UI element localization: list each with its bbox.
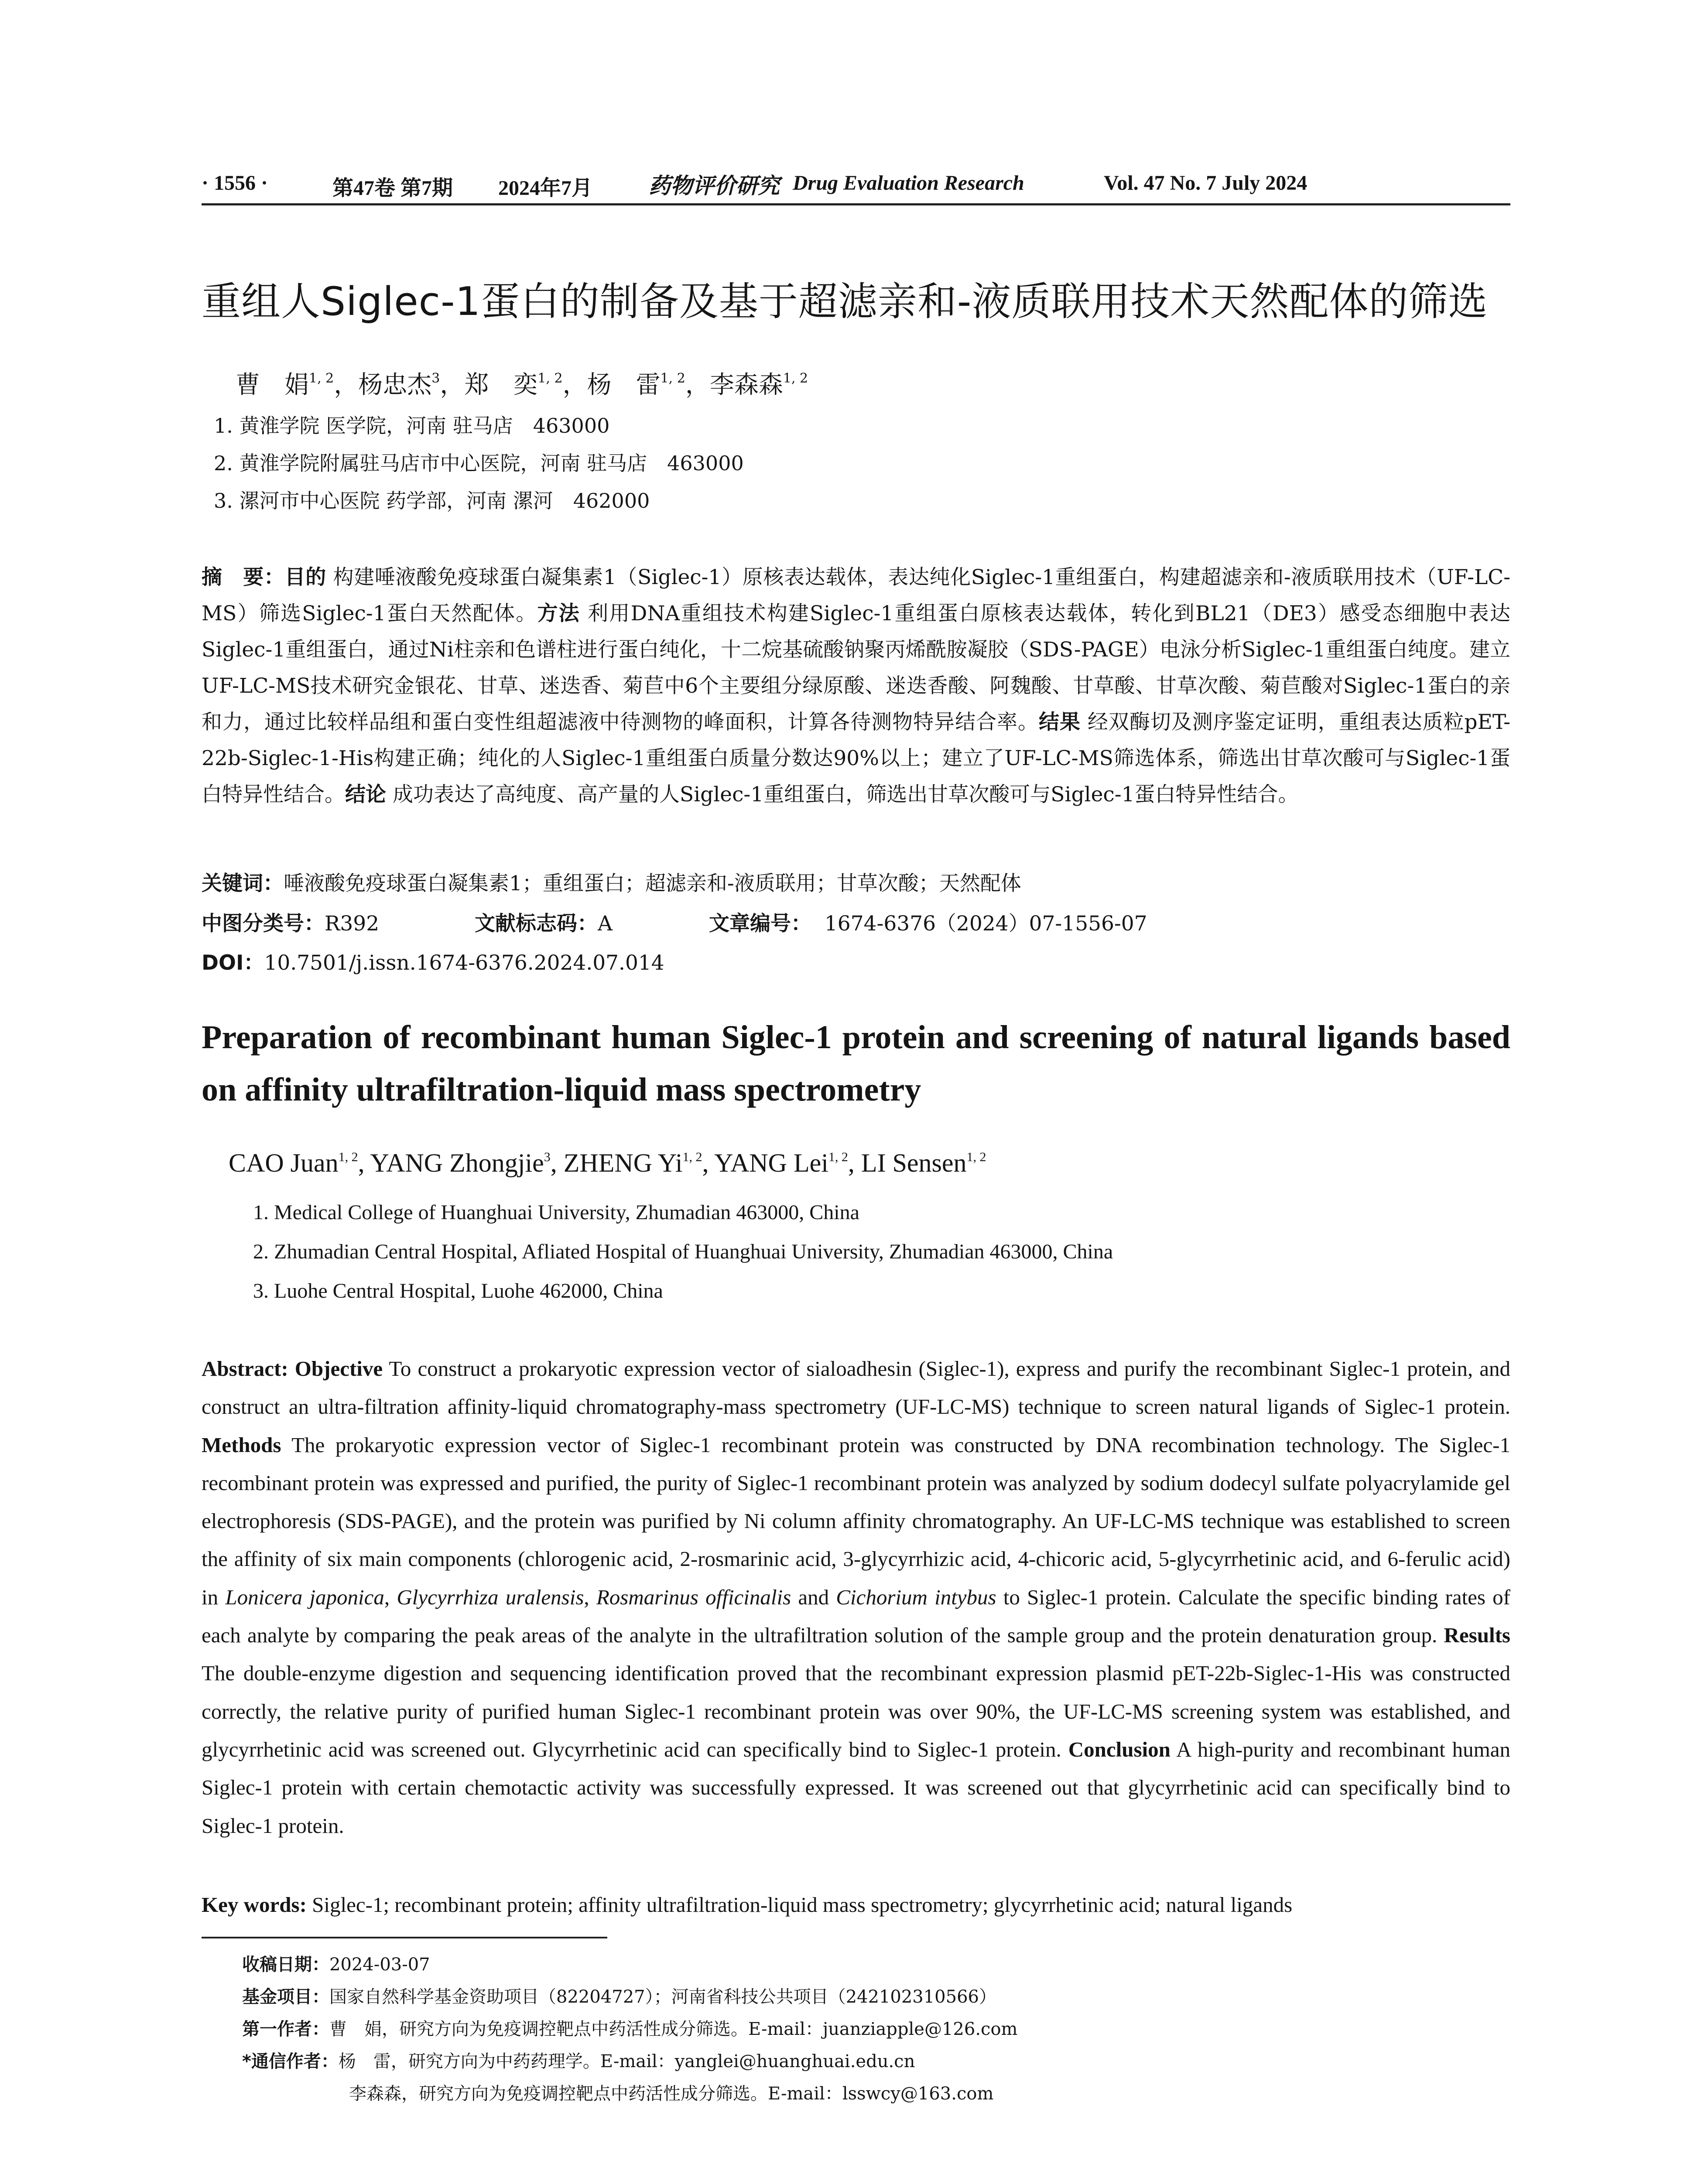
author-name: ZHENG Yi: [563, 1149, 683, 1177]
author-affiliation-mark: 1, 2: [338, 1150, 358, 1164]
article-no-value: 1674-6376（2024）07-1556-07: [824, 912, 1147, 936]
author-name: 李森森: [709, 371, 783, 399]
affiliation-en-3: 3. Luohe Central Hospital, Luohe 462000, China: [253, 1279, 663, 1302]
author-affiliation-mark: 1, 2: [537, 371, 563, 386]
abstract-en-label: Abstract:: [202, 1357, 288, 1381]
document-code: [475, 907, 613, 937]
author-affiliation-mark: 3: [544, 1150, 551, 1164]
author-affiliation-mark: 1, 2: [783, 371, 808, 386]
keywords-en: [202, 1892, 1292, 1917]
methods-en-text-cont: to Siglec-1 protein. Calculate the specific binding rates of each analyte by comparing the peak areas of the analyte in the ultrafiltration solution of the sample group and the protein denaturation group.: [202, 1585, 1511, 1648]
keywords-en-text: Siglec-1; recombinant protein; affinity ultrafiltration-liquid mass spectrometry; glycyrrhetinic acid; natural ligands: [312, 1893, 1293, 1917]
methods-label: 方法: [537, 602, 580, 626]
results-en-text: The double-enzyme digestion and sequencing identification proved that the recombinant expression plasmid pET-22b-Siglec-1-His was constructed correctly, the relative purity of purified human Siglec-1 recombinant protein was over 90%, the UF-LC-MS screening system was established, and glycyrrhetinic acid was screened out. Glycyrrhetinic acid can specifically bind to Siglec-1 protein.: [202, 1661, 1510, 1761]
footnote-corresponding-2: 李森森，研究方向为免疫调控靶点中药活性成分筛选。E-mail：lsswcy@163.com: [349, 2084, 994, 2104]
objective-label: 目的: [284, 565, 326, 589]
page-number: · 1556 ·: [202, 171, 268, 195]
affiliation-cn-2: 2. 黄淮学院附属驻马店市中心医院，河南 驻马店 463000: [214, 451, 744, 475]
species-name: Glycyrrhiza uralensis: [397, 1585, 584, 1609]
clc-number: [202, 907, 379, 937]
species-name: Lonicera japonica: [225, 1585, 384, 1609]
objective-text: 构建唾液酸免疫球蛋白凝集素1（Siglec-1）原核表达载体，表达纯化Siglec-1重组蛋白，构建超滤亲和-液质联用技术（UF-LC-MS）筛选Siglec-1蛋白天然配体。: [202, 565, 1511, 626]
author-affiliation-mark: 1, 2: [966, 1150, 986, 1164]
doi-value: 10.7501/j.issn.1674-6376.2024.07.014: [264, 951, 664, 975]
fund-label: 基金项目：: [242, 1987, 329, 2007]
doc-code-label: 文献标志码：: [475, 912, 598, 936]
footnote-rule: [202, 1937, 607, 1938]
doi: [202, 947, 664, 976]
author-name: 曹 娟: [236, 371, 309, 399]
title-en: Preparation of recombinant human Siglec-1 protein and screening of natural ligands based on affinity ultrafiltration-liquid mass spectrometry: [202, 1019, 1510, 1108]
results-label: 结果: [1039, 710, 1081, 734]
author-name: 郑 奕: [464, 371, 538, 399]
affiliation-en-1: 1. Medical College of Huanghuai University, Zhumadian 463000, China: [253, 1201, 859, 1224]
footnote-first-author: [242, 2015, 1017, 2040]
journal-name-en: Drug Evaluation Research: [793, 171, 1024, 195]
journal-logo: 药物评价研究: [649, 173, 780, 198]
doi-label: DOI：: [202, 951, 264, 975]
keywords-cn-label: 关键词：: [202, 872, 284, 896]
authors-en: CAO Juan$^{1, 2}$, YANG Zhongjie$^3$, ZHENG Yi$^{1, 2}$, YANG Lei$^{1, 2}$, LI Sensen$^{1, 2}$: [229, 1149, 986, 1177]
article-number: [709, 907, 1147, 937]
author-name: CAO Juan: [229, 1149, 339, 1177]
running-header: [202, 168, 1510, 207]
methods-text: 利用DNA重组技术构建Siglec-1重组蛋白原核表达载体，转化到BL21（DE3）感受态细胞中表达Siglec-1重组蛋白，通过Ni柱亲和色谱柱进行蛋白纯化，十二烷基硫酸钠聚丙烯酰胺凝胶（SDS-PAGE）电泳分析Siglec-1重组蛋白纯度。建立UF-LC-MS技术研究金银花、甘草、迷迭香、菊苣中6个主要组分绿原酸、迷迭香酸、阿魏酸、甘草酸、甘草次酸、菊苣酸对Siglec-1蛋白的亲和力，通过比较样品组和蛋白变性组超滤液中待测物的峰面积，计算各待测物特异结合率。: [202, 602, 1510, 734]
abstract-cn-label: 摘 要：: [202, 565, 285, 589]
corresponding-label: *通信作者：: [242, 2051, 339, 2072]
conclusion-en-text: A high-purity and recombinant human Siglec-1 protein with certain chemotactic activity was successfully expressed. It was screened out that glycyrrhetinic acid can specifically bind to Siglec-1 protein.: [202, 1737, 1511, 1838]
author-name: 杨 雷: [587, 371, 661, 399]
species-name: Rosmarinus officinalis: [596, 1585, 791, 1609]
author-affiliation-mark: 1, 2: [682, 1150, 702, 1164]
author-affiliation-mark: 3: [431, 371, 440, 386]
objective-en-text: To construct a prokaryotic expression vector of sialoadhesin (Siglec-1), express and purify the recombinant Siglec-1 protein, and construct an ultra-filtration affinity-liquid chromatography-mass spectrometry (UF-LC-MS) technique to screen natural ligands of Siglec-1 protein.: [202, 1357, 1510, 1419]
authors-cn: 曹 娟$^{1, 2}$，杨忠杰$^3$，郑 奕$^{1, 2}$，杨 雷$^{1, 2}$，李森森$^{1, 2}$: [236, 371, 808, 399]
footnote-fund: [242, 1983, 996, 2008]
keywords-cn: [202, 867, 1021, 896]
doc-code-value: A: [598, 912, 613, 936]
first-author-text: 曹 娟，研究方向为免疫调控靶点中药活性成分筛选。E-mail：juanziapple@126.com: [329, 2019, 1018, 2039]
received-date: 2024-03-07: [329, 1955, 430, 1975]
objective-en-label: Objective: [294, 1357, 383, 1381]
header-rule: [202, 203, 1510, 205]
footnote-corresponding: [242, 2048, 915, 2072]
keywords-cn-text: 唾液酸免疫球蛋白凝集素1；重组蛋白；超滤亲和-液质联用；甘草次酸；天然配体: [284, 872, 1021, 896]
fund-text: 国家自然科学基金资助项目（82204727）；河南省科技公共项目（242102310566）: [329, 1987, 996, 2007]
species-name: Cichorium intybus: [836, 1585, 996, 1609]
results-text: 经双酶切及测序鉴定证明，重组表达质粒pET-22b-Siglec-1-His构建正确；纯化的人Siglec-1重组蛋白质量分数达90%以上；建立了UF-LC-MS筛选体系，筛选出甘草次酸可与Siglec-1蛋白特异性结合。: [202, 710, 1510, 807]
author-affiliation-mark: 1, 2: [309, 371, 334, 386]
affiliation-cn-3: 3. 漯河市中心医院 药学部，河南 漯河 462000: [214, 489, 650, 513]
conclusion-label: 结论: [345, 783, 386, 807]
date-cn: 2024年7月: [498, 177, 593, 200]
author-affiliation-mark: 1, 2: [828, 1150, 848, 1164]
footnote-received: [242, 1951, 430, 1976]
volume-issue-en: Vol. 47 No. 7 July 2024: [1104, 171, 1308, 195]
methods-en-text: The prokaryotic expression vector of Siglec-1 recombinant protein was constructed by DNA recombination technology. The Siglec-1 recombinant protein was expressed and purified, the purity of Siglec-1 recombinant protein was analyzed by sodium dodecyl sulfate polyacrylamide gel electrophoresis (SDS-PAGE), and the protein was purified by Ni column affinity chromatography. An UF-LC-MS technique was established to screen the affinity of six main components (chlorogenic acid, 2-rosmarinic acid, 3-glycyrrhizic acid, 4-chicoric acid, 5-glycyrrhetinic acid, and 6-ferulic acid) in: [202, 1432, 1510, 1609]
methods-en-label: Methods: [202, 1432, 281, 1457]
article-no-label: 文章编号：: [709, 912, 811, 936]
title-cn: 重组人Siglec-1蛋白的制备及基于超滤亲和-液质联用技术天然配体的筛选: [202, 279, 1488, 325]
first-author-label: 第一作者：: [242, 2019, 329, 2039]
conclusion-text: 成功表达了高纯度、高产量的人Siglec-1重组蛋白，筛选出甘草次酸可与Siglec-1蛋白特异性结合。: [392, 783, 1299, 807]
author-affiliation-mark: 1, 2: [660, 371, 685, 386]
author-name: LI Sensen: [861, 1149, 967, 1177]
author-name: YANG Zhongjie: [370, 1149, 544, 1177]
abstract-en: Abstract: Objective To construct a prokaryotic expression vector of sialoadhesin (Siglec-1), express and purify the recombinant Siglec-1 protein, and construct an ultra-filtration affinity-liquid chromatography-mass spectrometry (UF-LC-MS) technique to screen natural ligands of Siglec-1 protein. Methods The prokaryotic expression vector of Siglec-1 recombinant protein was constructed by DNA recombination technology. The Siglec-1 recombinant protein was expressed and purified, the purity of Siglec-1 recombinant protein was analyzed by sodium dodecyl sulfate polyacrylamide gel electrophoresis (SDS-PAGE), and the protein was purified by Ni column affinity chromatography. An UF-LC-MS technique was established to screen the affinity of six main components (chlorogenic acid, 2-rosmarinic acid, 3-glycyrrhizic acid, 4-chicoric acid, 5-glycyrrhetinic acid, and 6-ferulic acid) in Lonicera japonica, Glycyrrhiza uralensis, Rosmarinus officinalis and Cichorium intybus to Siglec-1 protein. Calculate the specific binding rates of each analyte by comparing the peak areas of the analyte in the ultrafiltration solution of the sample group and the protein denaturation group. Results The double-enzyme digestion and sequencing identification proved that the recombinant expression plasmid pET-22b-Siglec-1-His was constructed correctly, the relative purity of purified human Siglec-1 recombinant protein was over 90%, the UF-LC-MS screening system was established, and glycyrrhetinic acid was screened out. Glycyrrhetinic acid can specifically bind to Siglec-1 protein. Conclusion A high-purity and recombinant human Siglec-1 protein with certain chemotactic activity was successfully expressed. It was screened out that glycyrrhetinic acid can specifically bind to Siglec-1 protein.: [202, 1357, 1511, 1838]
conclusion-en-label: Conclusion: [1068, 1737, 1171, 1761]
keywords-en-label: Key words:: [202, 1893, 307, 1917]
author-name: YANG Lei: [714, 1149, 828, 1177]
affiliation-en-2: 2. Zhumadian Central Hospital, Afliated Hospital of Huanghuai University, Zhumadian 463000, China: [253, 1240, 1113, 1263]
conjunction: and: [798, 1585, 829, 1609]
received-label: 收稿日期：: [242, 1955, 329, 1975]
results-en-label: Results: [1444, 1623, 1511, 1648]
abstract-cn: [202, 559, 1510, 813]
clc-label: 中图分类号：: [202, 912, 325, 936]
corresponding-text-1: 杨 雷，研究方向为中药药理学。E-mail：yanglei@huanghuai.edu.cn: [338, 2051, 915, 2072]
author-name: 杨忠杰: [358, 371, 432, 399]
affiliation-cn-1: 1. 黄淮学院 医学院，河南 驻马店 463000: [214, 414, 610, 438]
volume-issue-cn: 第47卷 第7期: [332, 177, 453, 200]
clc-value: R392: [325, 912, 380, 936]
